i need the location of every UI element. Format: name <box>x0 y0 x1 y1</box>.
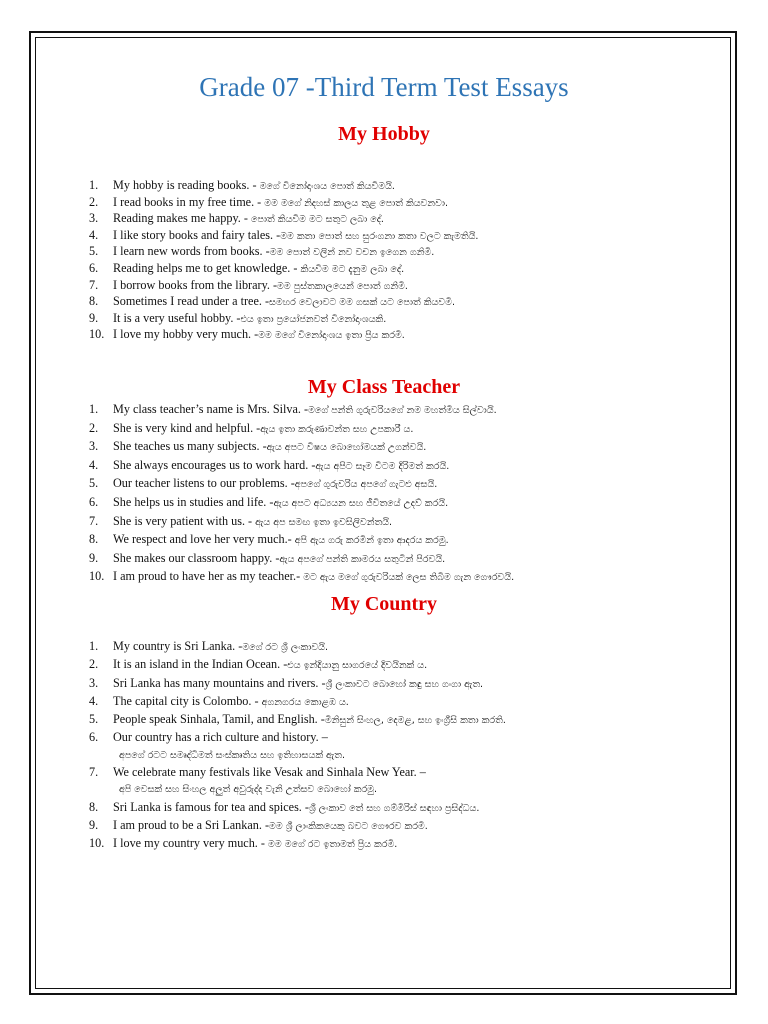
english-sentence: I learn new words from books. - <box>113 244 270 259</box>
page-title: Grade 07 -Third Term Test Essays <box>199 72 569 102</box>
item-number: 8. <box>89 532 99 547</box>
english-sentence: I am proud to be a Sri Lankan. - <box>113 817 270 832</box>
english-sentence: Our teacher listens to our problems. - <box>113 476 295 491</box>
item-number: 7. <box>89 765 99 780</box>
sinhala-translation: මිනිසුන් සිංහල, දෙමළ, සහ ඉංග්‍රීසි කතා කරති. <box>324 715 506 727</box>
sinhala-translation: මම ශ්‍රී ලාංකිකයෙකු බවට ගෞරව කරමි. <box>269 820 428 832</box>
english-sentence: She teaches us many subjects. - <box>113 439 267 454</box>
list-item <box>84 294 704 311</box>
section-heading-teacher: My Class Teacher <box>307 376 461 398</box>
item-number: 3. <box>89 439 99 454</box>
list-item <box>84 228 704 245</box>
list-item <box>84 568 704 587</box>
list-item <box>84 475 704 494</box>
english-sentence: Reading helps me to get knowledge. - <box>113 260 301 275</box>
item-number: 7. <box>89 277 99 292</box>
list-item <box>84 764 704 799</box>
item-number: 7. <box>89 513 99 528</box>
item-number: 10. <box>89 836 105 851</box>
sinhala-translation: අපගේ රටට සමෘද්ධිමත් සංස්කෘතිය සහ ඉතිහාසයක් ඇත. <box>119 749 346 761</box>
english-sentence: I love my country very much. - <box>113 836 269 851</box>
english-sentence: She is very patient with us. - <box>113 513 256 528</box>
english-sentence: We celebrate many festivals like Vesak and Sinhala New Year. – <box>113 765 426 780</box>
item-number: 8. <box>89 799 99 814</box>
english-sentence: I read books in my free time. - <box>113 194 265 209</box>
hobby-essay-list <box>84 178 704 344</box>
english-sentence: I love my hobby very much. - <box>113 327 259 342</box>
sinhala-translation: කියවීම මට දැනුම ලබා දේ. <box>300 263 405 275</box>
list-item <box>84 494 704 513</box>
english-sentence: I like story books and fairy tales. - <box>113 227 281 242</box>
item-number: 3. <box>89 675 99 690</box>
item-number: 4. <box>89 227 99 242</box>
sinhala-translation: සමහර වෙලාවට මම ගසක් යට පොත් කියවමි. <box>269 297 455 309</box>
country-essay-list <box>84 638 704 854</box>
english-sentence: She always encourages us to work hard. - <box>113 457 316 472</box>
sinhala-translation: එය ඉන්දියානු සාගරයේ දිවයිනක් ය. <box>287 660 428 672</box>
list-item <box>84 693 704 711</box>
english-sentence: I am proud to have her as my teacher.- <box>113 569 304 584</box>
section-heading-hobby: My Hobby <box>338 123 430 145</box>
list-item <box>84 420 704 439</box>
english-sentence: She is very kind and helpful. - <box>113 420 261 435</box>
english-sentence: Our country has a rich culture and history. – <box>113 730 328 745</box>
list-item <box>84 327 704 344</box>
english-sentence: We respect and love her very much.- <box>113 532 295 547</box>
english-sentence: She helps us in studies and life. - <box>113 494 274 509</box>
sinhala-translation: මම පුස්තකාලයෙන් පොත් ගනිමි. <box>277 280 408 292</box>
list-item <box>84 513 704 532</box>
sinhala-translation: අපගේ ගුරුවරිය අපගේ ගැටළු අසයි. <box>294 479 438 491</box>
sinhala-translation: අගනගරය කොළඹ ය. <box>261 696 349 708</box>
english-sentence: My country is Sri Lanka. - <box>113 639 243 653</box>
english-sentence: Sri Lanka is famous for tea and spices. - <box>113 799 309 814</box>
item-number: 4. <box>89 457 99 472</box>
sinhala-translation: ඇය ඉතා කරුණාවන්ත සහ උපකාරී ය. <box>260 423 414 435</box>
sinhala-translation: මම මගේ නිදහස් කාලය තුළ පොත් කියවනවා. <box>264 197 449 209</box>
sinhala-translation: මම පොත් වලින් නව වචන ඉගෙන ගනිමි. <box>269 247 435 259</box>
item-number: 3. <box>89 211 99 226</box>
teacher-essay-list <box>84 401 704 587</box>
sinhala-translation: ඇය අපිට සෑම විටම දිරිමත් කරයි. <box>315 460 450 472</box>
item-number: 8. <box>89 294 99 309</box>
item-number: 5. <box>89 712 99 727</box>
english-sentence: I borrow books from the library. - <box>113 277 278 292</box>
english-sentence: She makes our classroom happy. - <box>113 550 280 565</box>
sinhala-translation: මගේ විනෝදාංශය පොත් කියවීමයි. <box>259 181 395 192</box>
item-number: 9. <box>89 310 99 325</box>
sinhala-translation: මම මගේ විනෝදාංශය ඉතා ප්‍රිය කරමි. <box>258 330 405 342</box>
sinhala-translation: එය ඉතා ප්‍රයෝජනවත් විනෝදාංශයකි. <box>240 313 387 325</box>
item-number: 1. <box>89 402 99 416</box>
section-heading-country: My Country <box>330 593 438 615</box>
sinhala-translation: මම කතා පොත් සහ සුරංගනා කතා වලට කැමතියි. <box>280 230 479 242</box>
sinhala-translation: ඇය අපට අධ්‍යයන සහ ජීවිතයේ උදව් කරයි. <box>273 497 449 509</box>
sinhala-translation: ශ්‍රී ලංකාව තේ සහ ගම්මිරිස් සඳහා ප්‍රසිද්ධය. <box>308 802 480 814</box>
list-item <box>84 835 704 853</box>
list-item <box>84 457 704 476</box>
list-item <box>84 244 704 261</box>
list-item <box>84 711 704 729</box>
item-number: 1. <box>89 178 99 192</box>
english-sentence: It is a very useful hobby. - <box>113 310 241 325</box>
list-item <box>84 675 704 693</box>
item-number: 4. <box>89 693 99 708</box>
item-number: 2. <box>89 657 99 672</box>
item-number: 5. <box>89 476 99 491</box>
sinhala-translation: පොත් කියවීම මට සතුට ලබා දේ. <box>250 214 384 226</box>
item-number: 2. <box>89 194 99 209</box>
sinhala-translation: මම මගේ රට ඉතාමත් ප්‍රිය කරමි. <box>268 839 398 851</box>
sinhala-translation: ඇය අපට විෂය බොහෝමයක් උගන්වයි. <box>266 442 427 454</box>
english-sentence: It is an island in the Indian Ocean. - <box>113 657 288 672</box>
item-number: 9. <box>89 550 99 565</box>
list-item <box>84 178 704 195</box>
item-number: 5. <box>89 244 99 259</box>
item-number: 6. <box>89 260 99 275</box>
english-sentence: People speak Sinhala, Tamil, and English. - <box>113 712 325 727</box>
list-item <box>84 261 704 278</box>
sinhala-translation: මට ඇය මගේ ගුරුවරියක් ලෙස තිබීම ගැන ගෞරවයි. <box>303 572 515 584</box>
list-item <box>84 401 704 420</box>
list-item <box>84 531 704 550</box>
list-item <box>84 311 704 328</box>
item-number: 6. <box>89 494 99 509</box>
list-item <box>84 278 704 295</box>
item-number: 6. <box>89 730 99 745</box>
english-sentence: Sri Lanka has many mountains and rivers. - <box>113 675 326 690</box>
item-number: 10. <box>89 327 105 342</box>
list-item <box>84 817 704 835</box>
english-sentence: Reading makes me happy. - <box>113 211 251 226</box>
sinhala-translation: ශ්‍රී ලංකාවට බොහෝ කඳු සහ ගංගා ඇත. <box>325 678 484 690</box>
list-item <box>84 638 704 656</box>
sinhala-translation: අපි වෙසක් සහ සිංහල අලුත් අවුරුද්ද වැනි උත්සව බොහෝ කරමු. <box>119 784 378 796</box>
sinhala-translation: මගේ පන්ති ගුරුවරියගේ නම මහත්මිය සිල්වායි. <box>308 405 497 416</box>
sinhala-translation: මගේ රට ශ්‍රී ලංකාවයි. <box>242 642 329 653</box>
list-item <box>84 438 704 457</box>
item-number: 10. <box>89 569 105 584</box>
list-item <box>84 656 704 674</box>
item-number: 1. <box>89 639 99 653</box>
english-sentence: My class teacher’s name is Mrs. Silva. - <box>113 402 309 416</box>
list-item <box>84 195 704 212</box>
sinhala-translation: ඇය අප සමඟ ඉතා ඉවසිලිවන්තයි. <box>255 516 393 528</box>
list-item <box>84 211 704 228</box>
item-number: 2. <box>89 420 99 435</box>
sinhala-translation: ඇය අපගේ පන්ති කාමරය සතුටින් පිරවයි. <box>279 553 446 565</box>
english-sentence: My hobby is reading books. - <box>113 178 260 192</box>
list-item <box>84 799 704 817</box>
list-item <box>84 729 704 764</box>
english-sentence: The capital city is Colombo. - <box>113 693 262 708</box>
list-item <box>84 550 704 569</box>
sinhala-translation: අපි ඇය ගරු කරමින් ඉතා ආදරය කරමු. <box>294 535 449 547</box>
item-number: 9. <box>89 817 99 832</box>
english-sentence: Sometimes I read under a tree. - <box>113 294 270 309</box>
